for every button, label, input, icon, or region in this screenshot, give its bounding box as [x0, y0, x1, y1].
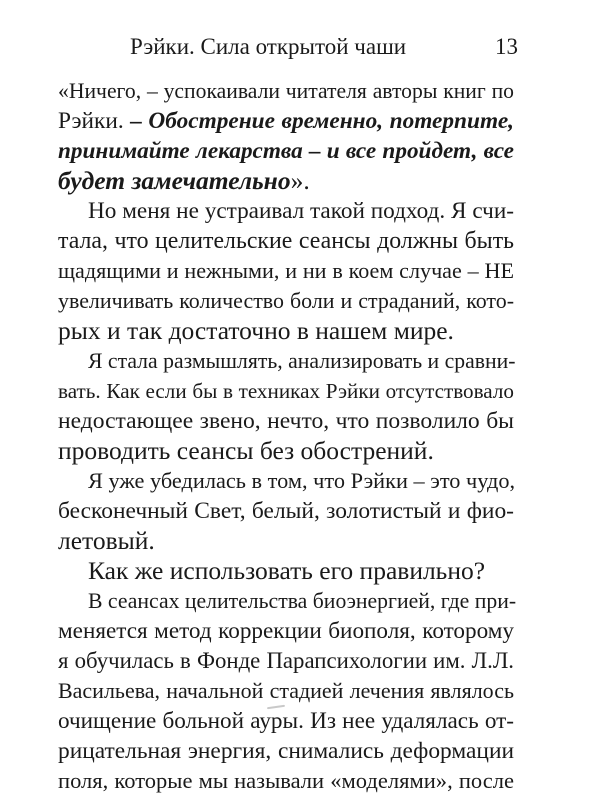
- text-line: В сеансах целительства биоэнергией, где при-: [88, 589, 517, 613]
- paragraph-3: [58, 346, 514, 466]
- page-number: 13: [495, 34, 518, 59]
- text-line: [58, 106, 514, 136]
- text-line: меняется метод коррекции биополя, которому: [58, 618, 514, 644]
- text-line: Васильева, начальной стадией лечения являлось: [58, 678, 514, 703]
- text-line: Как же использовать его правильно?: [88, 556, 486, 585]
- text-bold-italic: будет замечательно: [58, 166, 291, 195]
- text-line: «Ничего, – успокаивали читателя авторы книг по: [58, 79, 514, 103]
- text-line: [58, 166, 514, 196]
- running-title: Рэйки. Сила открытой чаши: [130, 34, 407, 59]
- text-line: бесконечный Свет, белый, золотистый и фио-: [58, 498, 514, 524]
- paragraph-5: [58, 556, 514, 586]
- text-line: я обучилась в Фонде Парапсихологии им. Л.Л.: [58, 648, 514, 673]
- text-line: Я стала размышлять, анализировать и сравни-: [88, 349, 516, 373]
- text-line: рых и так достаточно в нашем мире.: [58, 316, 454, 345]
- text-line: летовый.: [58, 526, 155, 555]
- text-line: недостающее звено, нечто, что позволило бы: [58, 408, 514, 434]
- text-line: вать. Как если бы в техниках Рэйки отсутствовало: [58, 379, 514, 403]
- body-text: [58, 76, 517, 796]
- text-line: рицательная энергия, снимались деформации: [58, 738, 514, 764]
- paragraph-6: [58, 586, 517, 796]
- text-bold-italic: – Обострение временно, потерпите,: [130, 108, 514, 134]
- running-header: [70, 30, 518, 70]
- text-line: Я уже убедилась в том, что Рэйки – это чудо,: [88, 468, 516, 493]
- paragraph-4: [58, 466, 514, 556]
- paragraph-2: [58, 196, 514, 346]
- text-bold-italic: принимайте лекарства – и все пройдет, все: [58, 138, 514, 164]
- text-line: проводить сеансы без обострений.: [58, 436, 434, 465]
- text-plain: ».: [290, 166, 310, 195]
- text-line: очищение больной ауры. Из нее удалялась от-: [58, 708, 514, 734]
- text-line: поля, которые мы называли «моделями», после: [58, 768, 514, 793]
- text-line: щадящими и нежными, и ни в коем случае – НЕ: [58, 258, 514, 283]
- text-line: увеличивать количество боли и страданий, кото-: [58, 288, 514, 313]
- text-plain: Рэйки.: [58, 108, 131, 134]
- text-line: [58, 136, 514, 166]
- text-line: тала, что целительские сеансы должны быть: [58, 228, 514, 254]
- text-line: Но меня не устраивал такой подход. Я счи-: [88, 198, 514, 224]
- paragraph-1: [58, 76, 514, 196]
